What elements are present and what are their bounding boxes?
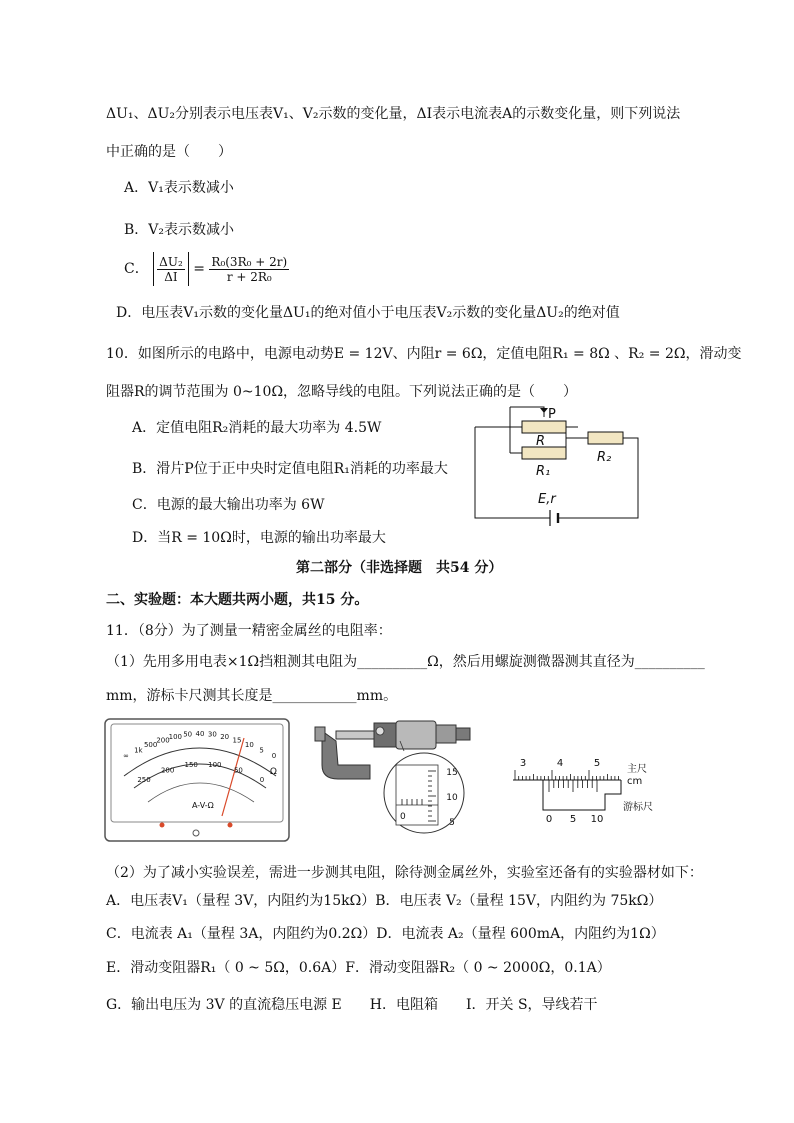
q9-option-a: A．V₁表示数减小 <box>124 180 234 196</box>
meter-ohm-tick-label: 500 <box>143 741 158 749</box>
label-e: E,r <box>538 492 556 507</box>
caliper-vernier-label: 游标尺 <box>623 802 653 813</box>
q11-sub1-line1: （1）先用多用电表×1Ω挡粗测其电阻为__________Ω，然后用螺旋测微器测其直径为__________ <box>106 654 705 670</box>
q9-option-b: B．V₂表示数减小 <box>124 222 235 238</box>
slider-arrow-icon <box>540 408 548 413</box>
meter-mid-tick-label: 0 <box>259 776 265 784</box>
caliper-main-tick-label: 5 <box>593 758 601 769</box>
micrometer-figure <box>312 717 478 835</box>
meter-ohm-tick-label: 20 <box>220 732 230 741</box>
caliper-figure <box>505 746 665 830</box>
meter-ohm-tick-label: 100 <box>168 732 183 741</box>
q9-option-d: D．电压表V₁示数的变化量ΔU₁的绝对值小于电压表V₂示数的变化量ΔU₂的绝对值 <box>116 305 620 321</box>
caliper-unit: cm <box>627 776 643 787</box>
q9-option-c-label: C． <box>124 261 149 277</box>
part2-title: 第二部分（非选择题 共54 分） <box>296 560 503 576</box>
label-r1: R₁ <box>536 464 551 479</box>
micrometer-tick-label: 15 <box>446 768 458 778</box>
micrometer-tick-label: 5 <box>449 818 455 828</box>
q11-items-ab: A．电压表V₁（量程 3V，内阻约为15kΩ）B．电压表 V₂（量程 15V，内阻约为 75kΩ） <box>106 893 663 909</box>
meter-unit: A-V-Ω <box>192 801 214 810</box>
q9-c-rhs-top: R₀(3R₀ + 2r) <box>211 254 288 269</box>
q11-items-cd: C．电流表 A₁（量程 3A，内阻约为0.2Ω）D．电流表 A₂（量程 600mA，内阻约为1Ω） <box>106 926 665 942</box>
q9-c-lhs-top: ΔU₂ <box>159 254 183 269</box>
meter-ohm-tick-label: 40 <box>195 730 205 738</box>
meter-mid-tick-label: 100 <box>208 760 222 769</box>
meter-mid-tick-label: 250 <box>137 776 151 784</box>
label-r: R <box>536 434 546 449</box>
q9-option-c <box>124 252 289 286</box>
q11-stem: 11．（8分）为了测量一精密金属丝的电阻率： <box>106 623 392 639</box>
q10-option-a: A．定值电阻R₂消耗的最大功率为 4.5W <box>132 420 382 436</box>
meter-ohm-tick-label: 1k <box>134 746 143 755</box>
meter-mid-tick-label: 150 <box>184 760 198 769</box>
q10-stem-line2: 阻器R的调节范围为 0~10Ω，忽略导线的电阻。下列说法正确的是（ ） <box>106 384 578 400</box>
meter-ohm-tick-label: 200 <box>156 736 170 745</box>
label-r2: R₂ <box>597 450 612 465</box>
q10-option-c: C．电源的最大输出功率为 6W <box>132 497 325 513</box>
caliper-main-tick-label: 4 <box>556 758 564 769</box>
caliper-main-label: 主尺 <box>627 764 647 775</box>
caliper-vernier-tick-label: 0 <box>545 814 553 825</box>
q9-c-lhs-bot: ΔI <box>164 269 178 284</box>
q11-sub1-line2: mm，游标卡尺测其长度是____________mm。 <box>106 688 398 704</box>
q9-c-equals: = <box>193 261 205 277</box>
caliper-vernier-tick-label: 5 <box>569 814 577 825</box>
rheostat-r <box>522 421 566 433</box>
q10-option-d: D．当R = 10Ω时，电源的输出功率最大 <box>132 530 386 546</box>
q10-circuit-diagram <box>470 405 645 530</box>
q11-items-ef: E．滑动变阻器R₁（ 0 ~ 5Ω，0.6A）F．滑动变阻器R₂（ 0 ~ 2000Ω，0.1A） <box>106 960 611 976</box>
meter-ohm-tick-label: ∞ <box>123 752 129 760</box>
meter-ohm-tick-label: 10 <box>244 741 254 749</box>
label-p: P <box>548 407 556 422</box>
zero-adjust-knob <box>193 830 199 836</box>
meter-ohm-tick-label: 15 <box>232 736 242 745</box>
meter-ohm-tick-label: 0 <box>271 752 277 760</box>
q9-c-rhs-bot: r + 2R₀ <box>226 269 272 284</box>
micrometer-tick-label: 10 <box>446 793 458 803</box>
terminal-left <box>160 823 165 828</box>
meter-ohm-tick-label: 5 <box>259 746 264 755</box>
meter-mid-tick-label: 200 <box>160 766 175 775</box>
resistor-r2 <box>588 432 623 444</box>
caliper-vernier-tick-label: 10 <box>590 814 604 825</box>
q10-stem-line1: 10．如图所示的电路中，电源电动势E = 12V、内阻r = 6Ω，定值电阻R₁ = 8Ω 、R₂ = 2Ω，滑动变 <box>106 346 742 362</box>
meter-ohm-tick-label: 30 <box>207 730 217 739</box>
q10-option-b: B．滑片P位于正中央时定值电阻R₁消耗的功率最大 <box>132 461 448 477</box>
multimeter-figure <box>104 718 290 842</box>
q9-stem-line2: 中正确的是（ ） <box>106 144 232 160</box>
meter-mid-tick-label: 50 <box>233 766 243 775</box>
q9-option-c-abs <box>153 252 189 286</box>
q11-sub2: （2）为了减小实验误差，需进一步测其电阻，除待测金属丝外，实验室还备有的实验器材如下： <box>106 865 703 881</box>
q11-items-ghi: G．输出电压为 3V 的直流稳压电源 E H．电阻箱 I．开关 S，导线若干 <box>106 997 598 1013</box>
terminal-right <box>228 823 233 828</box>
micrometer-zero: 0 <box>400 812 406 822</box>
section-heading: 二、实验题：本大题共两小题，共15 分。 <box>106 592 369 608</box>
meter-ohm-tick-label: 50 <box>183 730 193 739</box>
caliper-main-tick-label: 3 <box>519 758 527 769</box>
ohm-symbol: Ω <box>270 767 277 777</box>
q9-stem-line1: ΔU₁、ΔU₂分别表示电压表V₁、V₂示数的变化量，ΔI表示电流表A的示数变化量，则下列说法 <box>106 106 681 122</box>
